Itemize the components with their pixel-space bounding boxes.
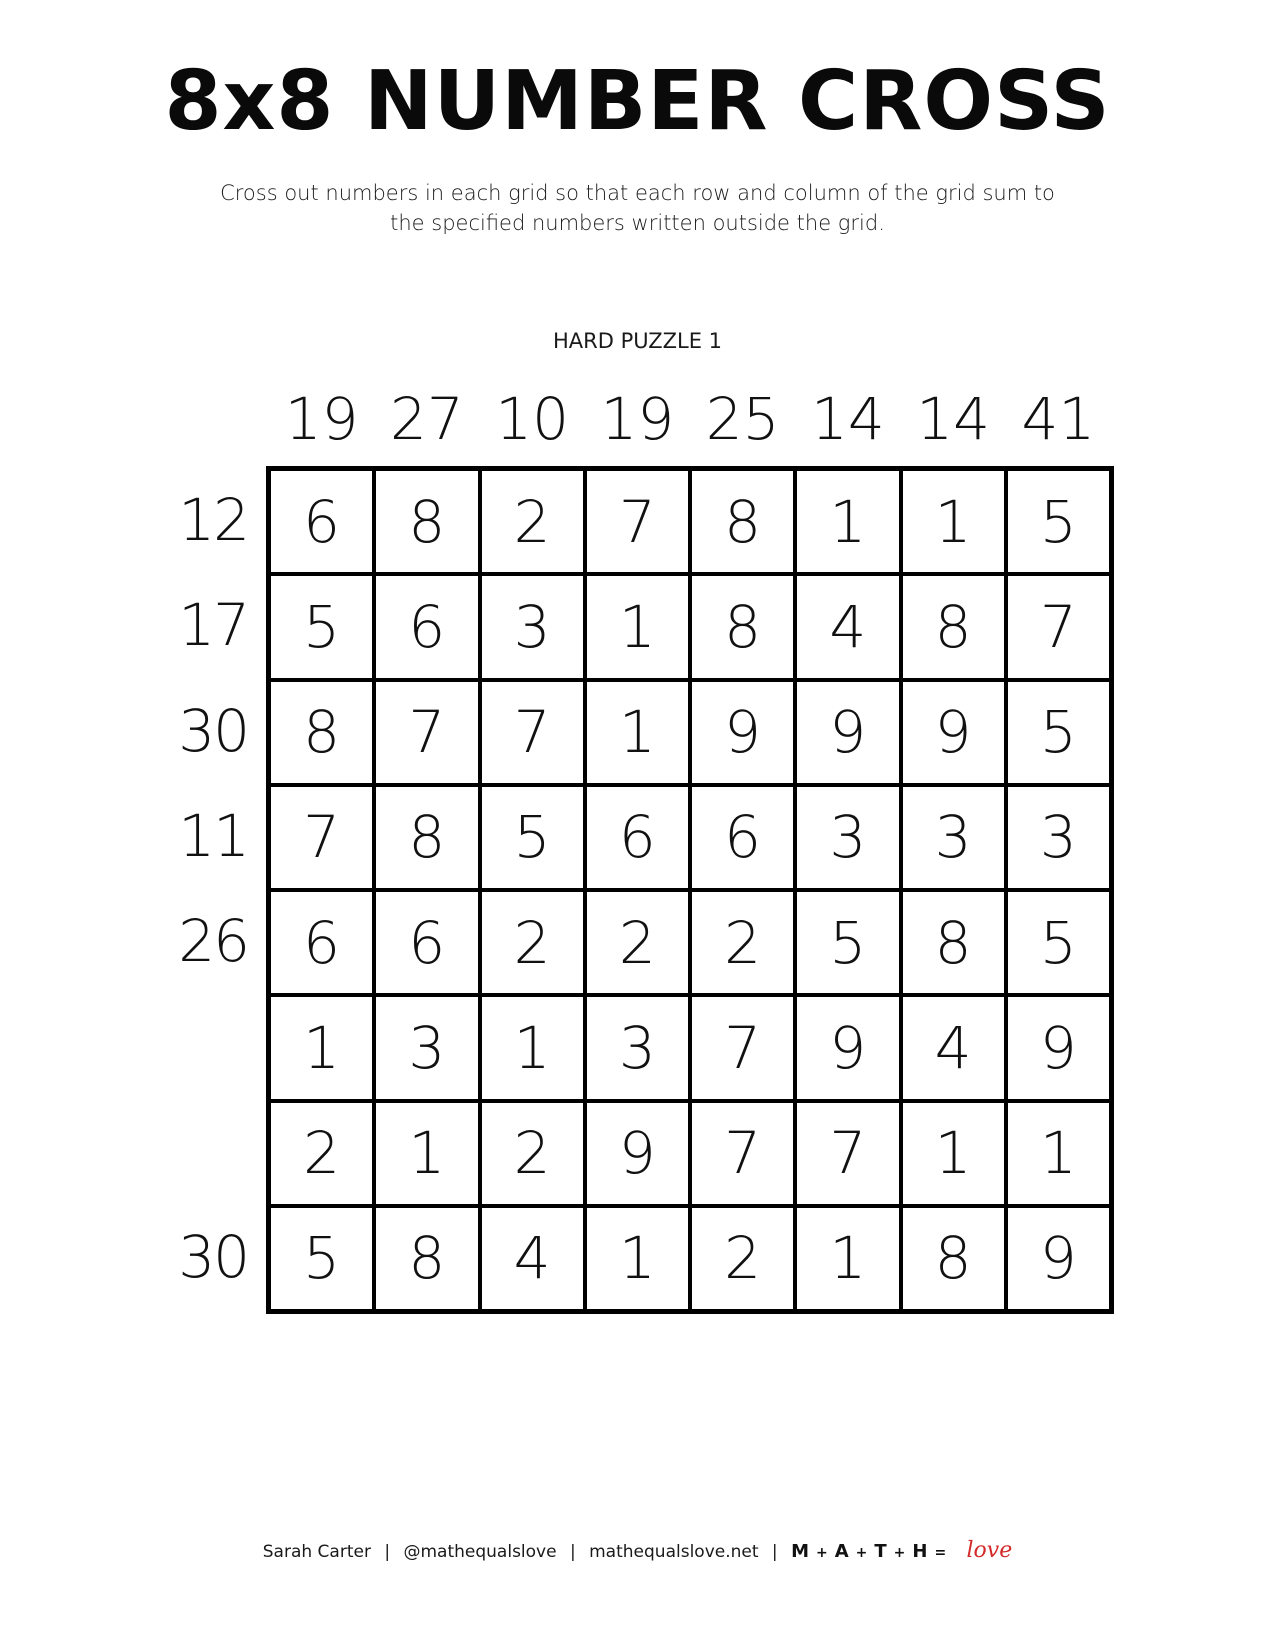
- grid-cell[interactable]: 6: [587, 787, 688, 888]
- grid-cell[interactable]: 1: [903, 471, 1004, 572]
- column-clue: 27: [389, 385, 464, 453]
- grid-cell[interactable]: 5: [1008, 682, 1109, 783]
- row-clue: [160, 994, 248, 1099]
- brand-letter: H: [912, 1541, 929, 1562]
- grid-cell[interactable]: 7: [271, 787, 372, 888]
- brand-plus: +: [815, 1545, 829, 1561]
- column-clue: 10: [495, 385, 570, 453]
- footer-author: Sarah Carter: [262, 1542, 371, 1562]
- grid-cell[interactable]: 8: [692, 576, 793, 677]
- column-clues: [269, 384, 1111, 454]
- grid-cell[interactable]: 6: [376, 576, 477, 677]
- footer-separator: |: [771, 1542, 778, 1562]
- grid-cell[interactable]: 6: [376, 892, 477, 993]
- grid-cell[interactable]: 5: [797, 892, 898, 993]
- footer: [0, 1536, 1275, 1568]
- column-clue: 14: [916, 385, 991, 453]
- grid-cell[interactable]: 9: [903, 682, 1004, 783]
- grid-cell[interactable]: 6: [271, 471, 372, 572]
- grid-cell[interactable]: 3: [1008, 787, 1109, 888]
- footer-separator: |: [569, 1542, 576, 1562]
- column-clue: 14: [810, 385, 885, 453]
- row-clue: 26: [178, 907, 248, 975]
- row-clues: [160, 468, 248, 1310]
- grid-cell[interactable]: 6: [692, 787, 793, 888]
- row-clue: [160, 1100, 248, 1205]
- grid-cell[interactable]: 9: [797, 997, 898, 1098]
- grid-cell[interactable]: 2: [482, 471, 583, 572]
- row-clue: 11: [178, 801, 248, 870]
- grid-cell[interactable]: 4: [482, 1208, 583, 1309]
- grid-cell[interactable]: 5: [1008, 471, 1109, 572]
- grid-cell[interactable]: 9: [587, 1103, 688, 1204]
- grid-cell[interactable]: 5: [482, 787, 583, 888]
- grid-cell[interactable]: 8: [376, 471, 477, 572]
- grid-cell[interactable]: 1: [482, 997, 583, 1098]
- grid-cell[interactable]: 7: [482, 682, 583, 783]
- grid-cell[interactable]: 7: [692, 997, 793, 1098]
- grid-cell[interactable]: 2: [692, 892, 793, 993]
- footer-handle: @mathequalslove: [403, 1542, 557, 1562]
- grid-cell[interactable]: 7: [587, 471, 688, 572]
- grid-cell[interactable]: 1: [376, 1103, 477, 1204]
- row-clue: 30: [178, 696, 248, 765]
- grid-cell[interactable]: 8: [903, 1208, 1004, 1309]
- grid-cell[interactable]: 2: [587, 892, 688, 993]
- instructions-line-1: Cross out numbers in each grid so that each row and column of the grid sum to: [220, 181, 1055, 205]
- grid-cell[interactable]: 9: [692, 682, 793, 783]
- brand-love-script: love: [966, 1538, 1013, 1563]
- footer-separator: |: [384, 1542, 391, 1562]
- grid-cell[interactable]: 7: [692, 1103, 793, 1204]
- grid-cell[interactable]: 1: [1008, 1103, 1109, 1204]
- grid-cell[interactable]: 8: [376, 1208, 477, 1309]
- grid-cell[interactable]: 4: [903, 997, 1004, 1098]
- grid-cell[interactable]: 3: [587, 997, 688, 1098]
- grid-cell[interactable]: 3: [797, 787, 898, 888]
- column-clue: 41: [1021, 385, 1096, 453]
- grid-cell[interactable]: 3: [376, 997, 477, 1098]
- grid-cell[interactable]: 1: [587, 682, 688, 783]
- grid-cell[interactable]: 9: [1008, 997, 1109, 1098]
- column-clue: 19: [284, 385, 359, 453]
- number-grid: [266, 466, 1114, 1314]
- brand-letter: T: [874, 1541, 888, 1562]
- grid-cell[interactable]: 1: [797, 471, 898, 572]
- brand-letter: M: [791, 1541, 810, 1562]
- grid-cell[interactable]: 1: [587, 576, 688, 677]
- brand-plus: +: [855, 1545, 869, 1561]
- grid-cell[interactable]: 2: [482, 892, 583, 993]
- instructions-line-2: the specified numbers written outside the grid.: [390, 211, 885, 235]
- grid-cell[interactable]: 8: [903, 892, 1004, 993]
- grid-cell[interactable]: 3: [903, 787, 1004, 888]
- grid-cell[interactable]: 8: [376, 787, 477, 888]
- grid-cell[interactable]: 2: [271, 1103, 372, 1204]
- column-clue: 25: [705, 385, 780, 453]
- grid-cell[interactable]: 5: [1008, 892, 1109, 993]
- grid-cell[interactable]: 7: [1008, 576, 1109, 677]
- page-title: 8x8 NUMBER CROSS: [164, 54, 1111, 149]
- grid-cell[interactable]: 4: [797, 576, 898, 677]
- instructions: [150, 178, 1125, 238]
- puzzle-label: HARD PUZZLE 1: [552, 329, 723, 353]
- grid-cell[interactable]: 2: [482, 1103, 583, 1204]
- grid-cell[interactable]: 1: [797, 1208, 898, 1309]
- grid-cell[interactable]: 8: [692, 471, 793, 572]
- brand-equals: =: [934, 1545, 948, 1561]
- brand-letter: A: [834, 1541, 850, 1562]
- grid-cell[interactable]: 1: [271, 997, 372, 1098]
- grid-cell[interactable]: 1: [903, 1103, 1004, 1204]
- grid-cell[interactable]: 7: [376, 682, 477, 783]
- row-clue: 30: [178, 1222, 248, 1291]
- grid-cell[interactable]: 2: [692, 1208, 793, 1309]
- grid-cell[interactable]: 5: [271, 576, 372, 677]
- column-clue: 19: [600, 385, 675, 453]
- grid-cell[interactable]: 3: [482, 576, 583, 677]
- grid-cell[interactable]: 8: [271, 682, 372, 783]
- brand-plus: +: [893, 1545, 907, 1561]
- grid-cell[interactable]: 6: [271, 892, 372, 993]
- grid-cell[interactable]: 8: [903, 576, 1004, 677]
- grid-cell[interactable]: 5: [271, 1208, 372, 1309]
- grid-cell[interactable]: 9: [797, 682, 898, 783]
- row-clue: 12: [178, 486, 248, 554]
- row-clue: 17: [178, 591, 248, 660]
- grid-cell[interactable]: 7: [797, 1103, 898, 1204]
- grid-cell[interactable]: 1: [587, 1208, 688, 1309]
- footer-website: mathequalslove.net: [589, 1542, 759, 1562]
- grid-cell[interactable]: 9: [1008, 1208, 1109, 1309]
- brand-logo: [791, 1541, 960, 1562]
